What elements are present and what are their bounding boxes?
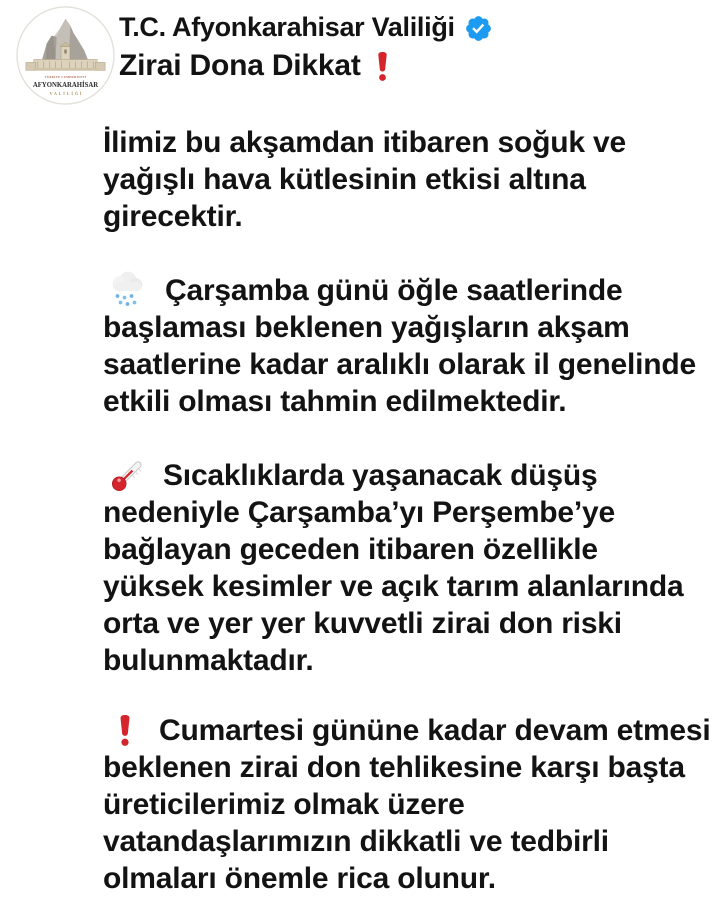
text-line: bağlayan geceden itibaren özellikle (103, 533, 598, 566)
paragraph-rain (103, 272, 696, 420)
text-line: olmaları önemle rica olunur. (103, 862, 496, 895)
text-line: beklenen zirai don tehlikesine karşı başta (103, 751, 685, 784)
governorship-seal-logo (16, 6, 115, 105)
text-line: yağışlı hava kütlesinin etkisi altına (103, 163, 586, 196)
text-line: etkili olması tahmin edilmektedir. (103, 385, 567, 418)
paragraph-warning (103, 712, 711, 897)
text-line: Sıcaklıklarda yaşanacak düşüş (163, 459, 598, 492)
logo-text-city: AFYONKARAHİSAR (32, 80, 106, 90)
verified-badge-icon (464, 14, 493, 43)
text-line: üreticilerimiz olmak üzere (103, 788, 465, 821)
red-exclamation-icon (118, 715, 132, 746)
text-line: Çarşamba günü öğle saatlerinde (165, 274, 623, 307)
text-line: başlaması beklenen yağışların akşam (103, 311, 630, 344)
post-title: Zirai Dona Dikkat (119, 49, 361, 82)
text-line: bulunmaktadır. (103, 644, 314, 677)
text-line: nedeniyle Çarşamba’yı Perşembe’ye (103, 496, 616, 529)
logo-text-country: TÜRKİYE CUMHURİYETİ (44, 74, 88, 79)
text-line: orta ve yer yer kuvvetli zirai don riski (103, 607, 622, 640)
logo-text-office: VALİLİĞİ (49, 91, 84, 97)
paragraph-intro (103, 124, 626, 235)
rain-cloud-icon (107, 269, 147, 309)
paragraph-frost (103, 457, 684, 679)
avatar[interactable] (16, 6, 115, 105)
text-line: Cumartesi gününe kadar devam etmesi (159, 714, 711, 747)
title-row (119, 8, 493, 46)
text-line: saatlerine kadar aralıklı olarak il genelinde (103, 348, 696, 381)
thermometer-icon (105, 454, 149, 498)
header (119, 8, 493, 84)
text-line: yüksek kesimler ve açık tarım alanlarında (103, 570, 684, 603)
text-line: girecektir. (103, 200, 243, 233)
display-name[interactable]: T.C. Afyonkarahisar Valiliği (119, 12, 455, 42)
text-line: vatandaşlarımızın dikkatli ve tedbirli (103, 825, 609, 858)
red-exclamation-icon (376, 52, 389, 81)
subtitle-row (119, 48, 493, 84)
text-line: İlimiz bu akşamdan itibaren soğuk ve (103, 126, 626, 159)
